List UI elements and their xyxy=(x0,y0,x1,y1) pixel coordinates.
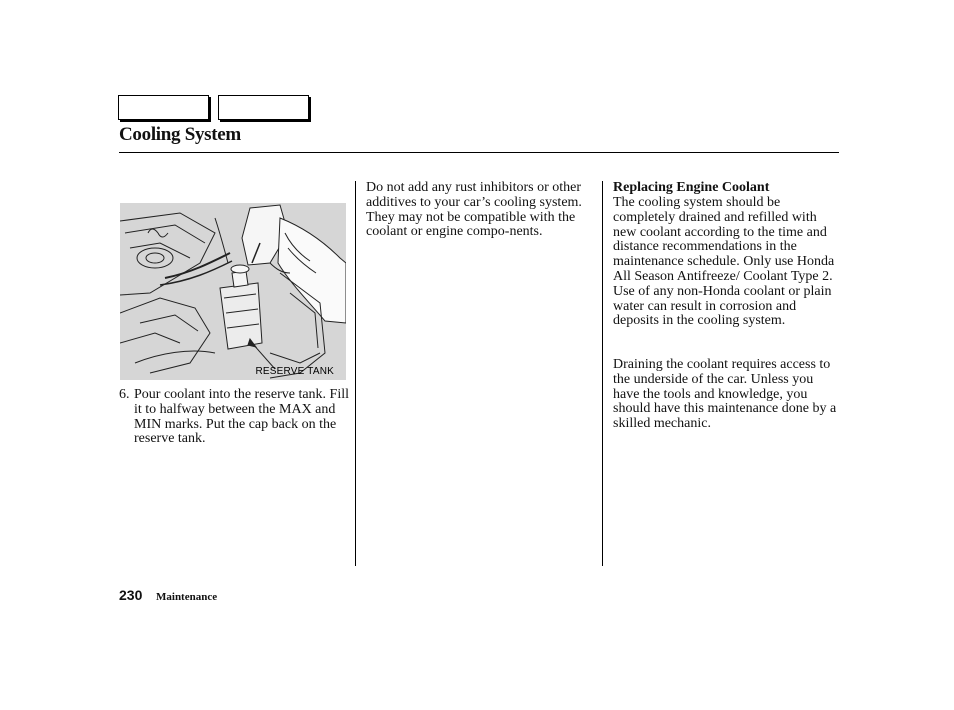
additives-warning-paragraph: Do not add any rust inhibitors or other additives to your car’s cooling system. They may not be compatible with the coolant or engine compo-nents. xyxy=(366,180,582,240)
column-divider-left xyxy=(355,181,356,566)
step-number: 6. xyxy=(119,387,130,402)
page-title: Cooling System xyxy=(119,124,241,145)
figure-label: RESERVE TANK xyxy=(255,366,334,377)
column-divider-right xyxy=(602,181,603,566)
title-rule xyxy=(119,152,839,153)
step-text: Pour coolant into the reserve tank. Fill it to halfway between the MAX and MIN marks. Put the cap back on the reserve tank. xyxy=(134,387,350,447)
nav-button-main-menu[interactable] xyxy=(118,95,209,120)
reserve-tank-figure xyxy=(120,203,346,380)
page-number: 230 xyxy=(119,587,143,603)
replacement-paragraph: The cooling system should be completely drained and refilled with new coolant according to the time and distance recommendations in the maintenance schedule. Only use Honda All Season Antifreeze/ Coolant Type 2. Use of any non-Honda coolant or plain water can result in corrosion and deposits in the cooling system. xyxy=(613,195,835,329)
section-heading: Replacing Engine Coolant xyxy=(613,180,770,195)
section-name: Maintenance xyxy=(156,591,218,603)
draining-paragraph: Draining the coolant requires access to the underside of the car. Unless you have the tools and knowledge, you should have this maintenance done by a skilled mechanic. xyxy=(613,357,837,432)
step-6 xyxy=(119,388,351,447)
nav-button-index[interactable] xyxy=(218,95,309,120)
reserve-tank-illustration xyxy=(120,203,346,380)
